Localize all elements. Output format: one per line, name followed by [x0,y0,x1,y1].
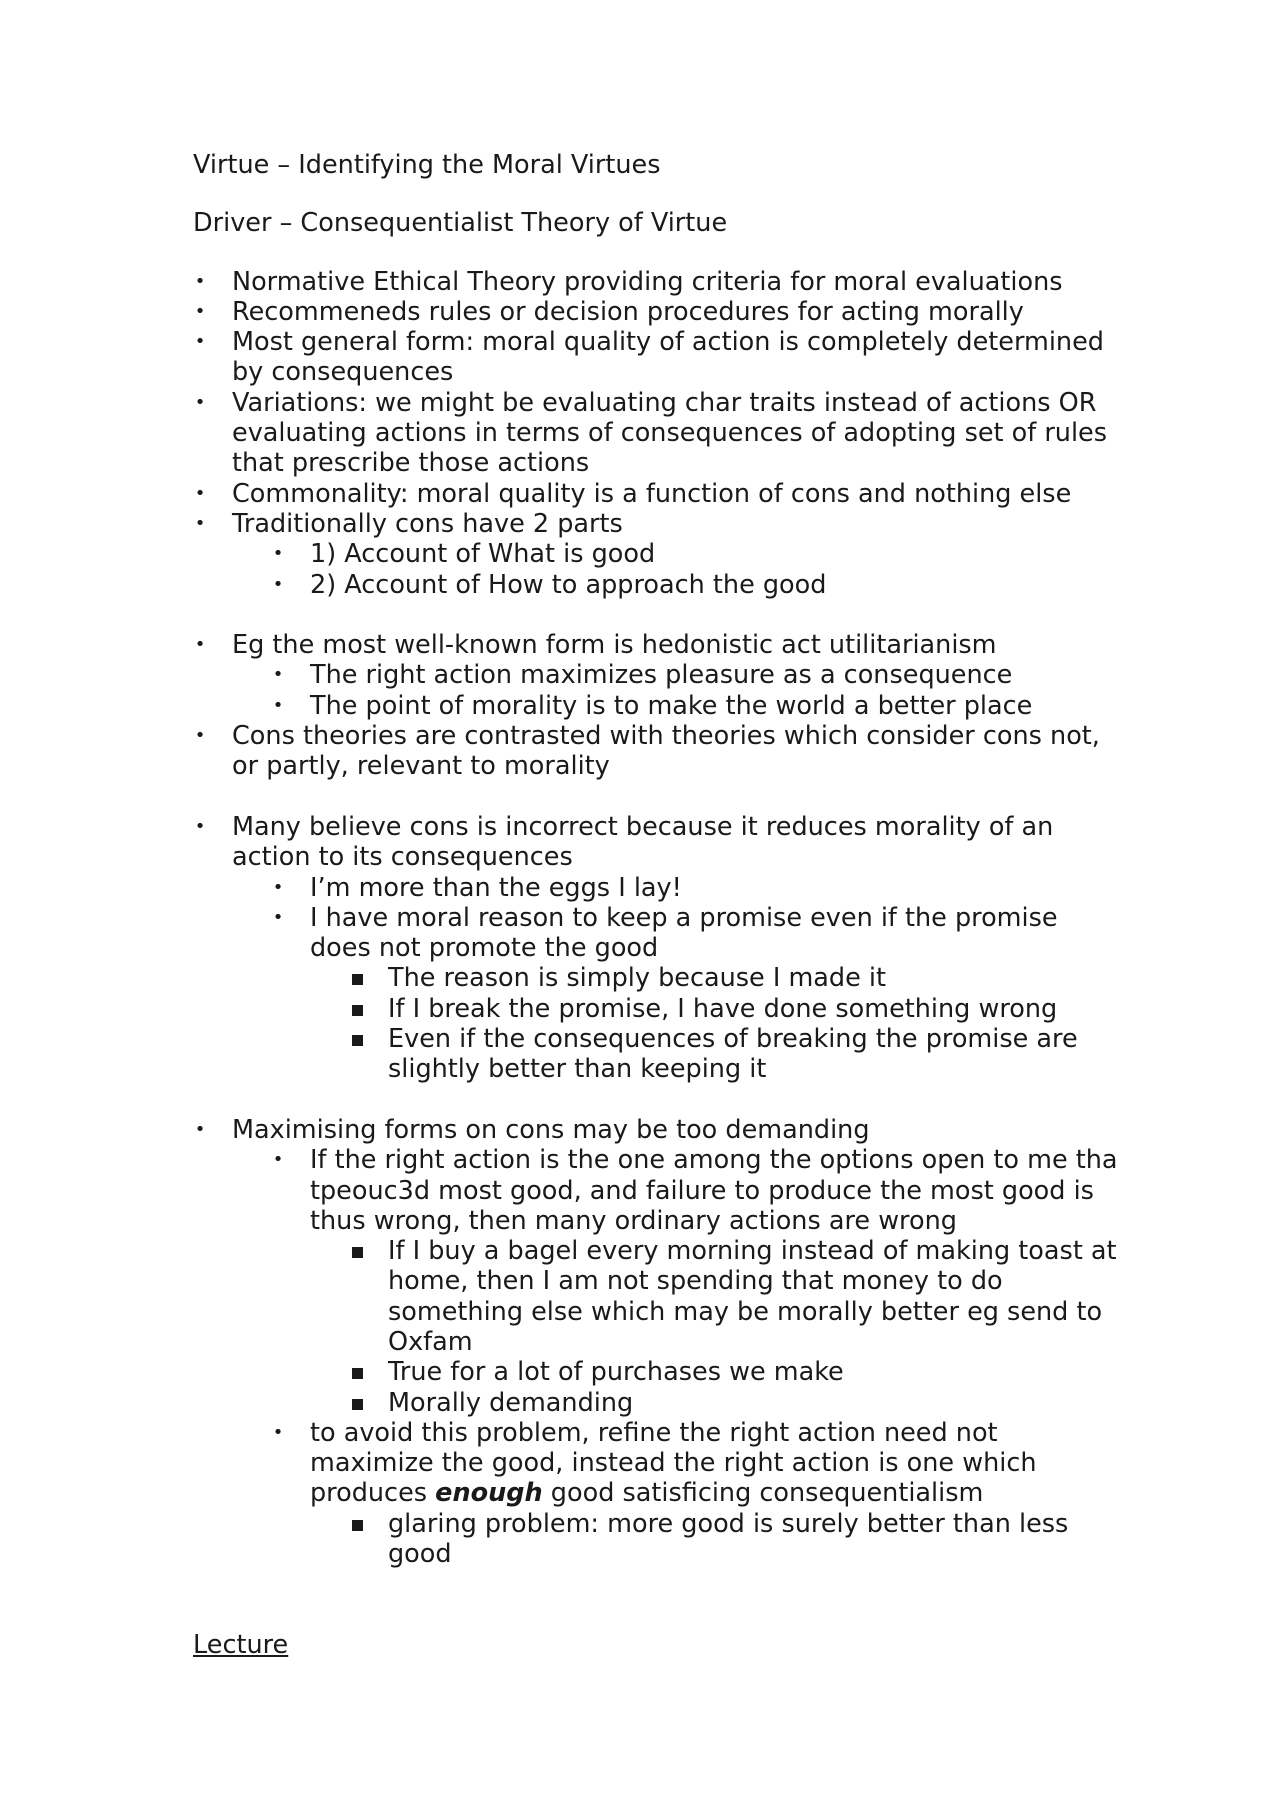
list-item: • Eg the most well-known form is hedonistic act utilitarianism [194,630,997,661]
bullet-icon: • [272,1421,284,1443]
sub-list-item: • to avoid this problem, refine the right action need not maximize the good, instead the right action is one which produces enough good satisficing consequentialism [272,1417,1037,1509]
bullet-icon: • [272,906,284,928]
bullet-icon: • [194,391,206,413]
list-item: • Normative Ethical Theory providing criteria for moral evaluations [194,266,1063,297]
bullet-icon: • [194,725,206,747]
square-bullet-icon [352,1035,363,1046]
sub-list-item: • The right action maximizes pleasure as a consequence [272,660,1013,691]
list-item: • Recommeneds rules or decision procedures for acting morally [194,296,1024,327]
notes-list [193,812,1123,1085]
square-bullet-icon [352,1005,363,1016]
sub-sub-list-item: The reason is simply because I made it [193,963,1123,993]
sub-list-item: • 2) Account of How to approach the good [272,569,827,600]
bullet-icon: • [194,331,206,353]
sub-sub-list-item: True for a lot of purchases we make [193,1357,1123,1387]
sub-list-item: • I have moral reason to keep a promise even if the promise does not promote the good [272,902,1058,964]
square-bullet-icon [352,1247,363,1258]
notes-list [193,1115,1123,1569]
bullet-icon: • [194,512,206,534]
bullet-icon: • [194,815,206,837]
sub-list-item: • 1) Account of What is good [272,539,656,570]
emphasis-text: enough [435,1478,543,1509]
list-item: • Many believe cons is incorrect because it reduces morality of an action to its consequences [194,811,1054,873]
bullet-icon: • [194,634,206,656]
list-item: • Most general form: moral quality of action is completely determined by consequences [194,327,1104,388]
square-bullet-icon [352,1399,363,1410]
list-item: • Cons theories are contrasted with theories which consider cons not, or partly, relevant to morality [194,721,1100,782]
bullet-icon: • [272,694,284,716]
sub-sub-list-item: Morally demanding [193,1388,1123,1418]
sub-sub-list-item: If I buy a bagel every morning instead of making toast at home, then I am not spending that money to do something else which may be morally better eg send to Oxfam [193,1236,1123,1357]
list-item: • Variations: we might be evaluating char traits instead of actions OR evaluating actions in terms of consequences of adopting set of rules that prescribe those actions [194,387,1108,479]
bullet-icon: • [194,300,206,322]
sub-list-item: • I’m more than the eggs I lay! [272,872,682,903]
bullet-icon: • [272,573,284,595]
sub-list-item: • The point of morality is to make the world a better place [272,690,1033,721]
bullet-icon: • [272,876,284,898]
lecture-heading: Lecture [193,1629,289,1660]
notes-list [193,267,1123,600]
sub-sub-list-item: Even if the consequences of breaking the promise are slightly better than keeping it [193,1024,1123,1085]
section-heading: Driver – Consequentialist Theory of Virtue [193,208,728,239]
sub-sub-list-item: If I break the promise, I have done something wrong [193,994,1123,1024]
list-item: • Maximising forms on cons may be too demanding [194,1114,870,1145]
bullet-icon: • [194,270,206,292]
bullet-icon: • [272,664,284,686]
list-item: • Traditionally cons have 2 parts [194,508,623,539]
square-bullet-icon [352,1368,363,1379]
bullet-icon: • [272,1149,284,1171]
list-item: • Commonality: moral quality is a function of cons and nothing else [194,478,1072,509]
sub-list-item: • If the right action is the one among the options open to me tha tpeouc3d most good, and failure to produce the most good is thus wrong, then many ordinary actions are wrong [272,1145,1118,1236]
bullet-icon: • [272,543,284,565]
bullet-icon: • [194,1118,206,1140]
notes-list [193,630,1123,781]
document-page [193,150,1123,1660]
square-bullet-icon [352,974,363,985]
sub-sub-list-item: glaring problem: more good is surely better than less good [193,1509,1123,1570]
square-bullet-icon [352,1520,363,1531]
document-title: Virtue – Identifying the Moral Virtues [193,150,661,180]
bullet-icon: • [194,482,206,504]
